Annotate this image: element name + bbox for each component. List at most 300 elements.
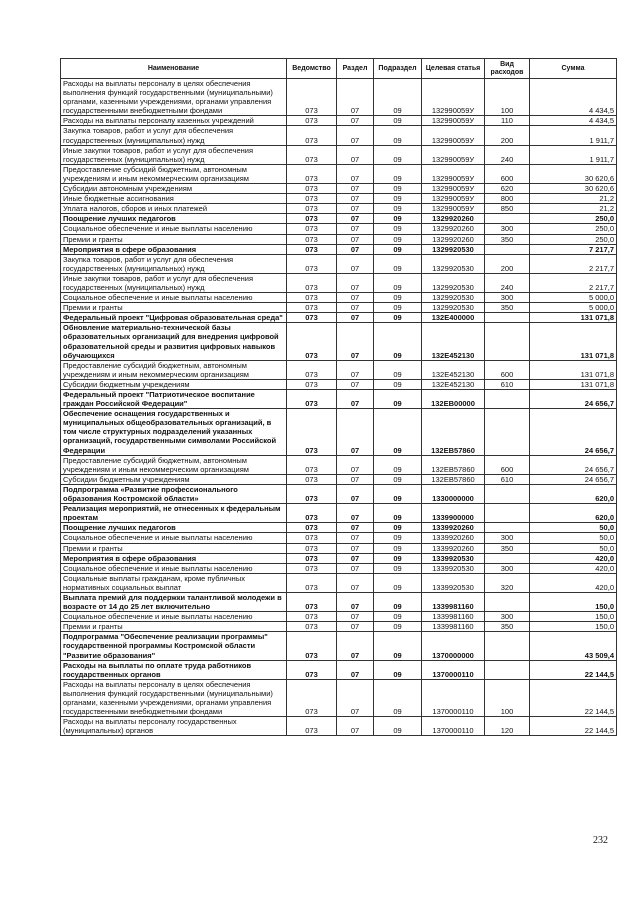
cell-subsection: 09: [374, 244, 422, 254]
cell-exp-type: 200: [485, 126, 530, 145]
cell-subsection: 09: [374, 293, 422, 303]
cell-target: 1339981160: [422, 622, 485, 632]
cell-exp-type: 200: [485, 254, 530, 273]
cell-dept: 073: [287, 660, 337, 679]
cell-section: 07: [337, 523, 374, 533]
cell-exp-type: 300: [485, 224, 530, 234]
cell-sum: 250,0: [530, 224, 617, 234]
table-row: [61, 390, 617, 409]
cell-dept: 073: [287, 563, 337, 573]
cell-name: Подпрограмма "Обеспечение реализации программы" государственной программы Костромской области "Развитие образования": [61, 632, 287, 660]
cell-sum: 250,0: [530, 214, 617, 224]
cell-sum: 43 509,4: [530, 632, 617, 660]
cell-name: Предоставление субсидий бюджетным, автономным учреждениям и иным некоммерческим организациям: [61, 455, 287, 474]
cell-target: 1339920260: [422, 543, 485, 553]
cell-section: 07: [337, 303, 374, 313]
cell-name: Социальное обеспечение и иные выплаты населению: [61, 224, 287, 234]
cell-section: 07: [337, 313, 374, 323]
cell-target: 1329920260: [422, 224, 485, 234]
cell-target: 132990059У: [422, 116, 485, 126]
cell-target: 132E452130: [422, 323, 485, 360]
cell-exp-type: 120: [485, 717, 530, 736]
cell-sum: 150,0: [530, 622, 617, 632]
cell-target: 132990059У: [422, 145, 485, 164]
cell-exp-type: 350: [485, 543, 530, 553]
cell-exp-type: 240: [485, 145, 530, 164]
cell-name: Поощрение лучших педагогов: [61, 523, 287, 533]
cell-dept: 073: [287, 474, 337, 484]
cell-dept: 073: [287, 632, 337, 660]
cell-target: 1339920530: [422, 553, 485, 563]
table-row: [61, 323, 617, 360]
cell-subsection: 09: [374, 116, 422, 126]
cell-subsection: 09: [374, 504, 422, 523]
cell-exp-type: 100: [485, 79, 530, 116]
cell-sum: 30 620,6: [530, 164, 617, 183]
cell-dept: 073: [287, 244, 337, 254]
cell-dept: 073: [287, 194, 337, 204]
cell-subsection: 09: [374, 303, 422, 313]
cell-exp-type: [485, 323, 530, 360]
cell-name: Мероприятия в сфере образования: [61, 244, 287, 254]
cell-dept: 073: [287, 164, 337, 183]
cell-name: Обеспечение оснащения государственных и муниципальных общеобразовательных организаций, в том числе структурных подразделений указанных организаций, государственными символами Российской Федерации: [61, 409, 287, 455]
cell-sum: 22 144,5: [530, 660, 617, 679]
cell-subsection: 09: [374, 379, 422, 389]
budget-table: [60, 58, 617, 736]
table-row: [61, 293, 617, 303]
cell-exp-type: [485, 214, 530, 224]
cell-sum: 5 000,0: [530, 293, 617, 303]
table-row: [61, 313, 617, 323]
cell-dept: 073: [287, 79, 337, 116]
page-number: 232: [593, 835, 608, 846]
cell-subsection: 09: [374, 484, 422, 503]
cell-dept: 073: [287, 390, 337, 409]
cell-sum: 22 144,5: [530, 717, 617, 736]
cell-exp-type: [485, 592, 530, 611]
cell-name: Предоставление субсидий бюджетным, автономным учреждениям и иным некоммерческим организациям: [61, 164, 287, 183]
cell-subsection: 09: [374, 164, 422, 183]
cell-subsection: 09: [374, 717, 422, 736]
table-row: [61, 79, 617, 116]
cell-sum: 5 000,0: [530, 303, 617, 313]
cell-name: Реализация мероприятий, не отнесенных к федеральным проектам: [61, 504, 287, 523]
cell-target: 1370000110: [422, 660, 485, 679]
cell-exp-type: 100: [485, 679, 530, 716]
table-row: [61, 409, 617, 455]
cell-exp-type: 850: [485, 204, 530, 214]
cell-section: 07: [337, 145, 374, 164]
cell-sum: 1 911,7: [530, 145, 617, 164]
cell-subsection: 09: [374, 474, 422, 484]
cell-name: Иные закупки товаров, работ и услуг для обеспечения государственных (муниципальных) нужд: [61, 273, 287, 292]
cell-target: 132EB57860: [422, 474, 485, 484]
cell-exp-type: [485, 553, 530, 563]
cell-exp-type: 610: [485, 474, 530, 484]
cell-name: Премии и гранты: [61, 622, 287, 632]
cell-subsection: 09: [374, 273, 422, 292]
cell-sum: 131 071,8: [530, 379, 617, 389]
cell-target: 1339920530: [422, 573, 485, 592]
cell-exp-type: 800: [485, 194, 530, 204]
cell-name: Подпрограмма «Развитие профессионального образования Костромской области»: [61, 484, 287, 503]
cell-dept: 073: [287, 679, 337, 716]
cell-name: Социальное обеспечение и иные выплаты населению: [61, 293, 287, 303]
cell-section: 07: [337, 360, 374, 379]
cell-section: 07: [337, 224, 374, 234]
cell-exp-type: [485, 409, 530, 455]
header-section: Раздел: [337, 59, 374, 79]
cell-sum: 420,0: [530, 573, 617, 592]
cell-subsection: 09: [374, 390, 422, 409]
cell-exp-type: [485, 484, 530, 503]
cell-subsection: 09: [374, 79, 422, 116]
table-row: [61, 504, 617, 523]
cell-dept: 073: [287, 214, 337, 224]
table-row: [61, 553, 617, 563]
cell-target: 1329920530: [422, 244, 485, 254]
cell-section: 07: [337, 323, 374, 360]
table-row: [61, 164, 617, 183]
cell-sum: 24 656,7: [530, 409, 617, 455]
cell-target: 132990059У: [422, 184, 485, 194]
cell-exp-type: 610: [485, 379, 530, 389]
cell-subsection: 09: [374, 254, 422, 273]
cell-subsection: 09: [374, 660, 422, 679]
table-row: [61, 194, 617, 204]
cell-dept: 073: [287, 116, 337, 126]
cell-target: 132990059У: [422, 164, 485, 183]
cell-exp-type: 600: [485, 164, 530, 183]
cell-dept: 073: [287, 409, 337, 455]
cell-sum: 420,0: [530, 563, 617, 573]
cell-name: Расходы на выплаты персоналу в целях обеспечения выполнения функций государственными (муниципальными) органами, казенными учреждениями, органами управления государственными внебюджетными фондами: [61, 679, 287, 716]
cell-subsection: 09: [374, 592, 422, 611]
table-row: [61, 145, 617, 164]
table-row: [61, 717, 617, 736]
cell-dept: 073: [287, 504, 337, 523]
cell-section: 07: [337, 409, 374, 455]
cell-section: 07: [337, 79, 374, 116]
cell-exp-type: 350: [485, 622, 530, 632]
table-row: [61, 254, 617, 273]
cell-name: Социальное обеспечение и иные выплаты населению: [61, 533, 287, 543]
header-exp-type: Вид расходов: [485, 59, 530, 79]
cell-sum: 50,0: [530, 523, 617, 533]
cell-sum: 1 911,7: [530, 126, 617, 145]
cell-section: 07: [337, 204, 374, 214]
cell-name: Выплата премий для поддержки талантливой молодежи в возрасте от 14 до 25 лет включительно: [61, 592, 287, 611]
cell-exp-type: 300: [485, 563, 530, 573]
cell-section: 07: [337, 390, 374, 409]
cell-section: 07: [337, 214, 374, 224]
cell-target: 132990059У: [422, 79, 485, 116]
table-row: [61, 379, 617, 389]
cell-section: 07: [337, 543, 374, 553]
cell-dept: 073: [287, 323, 337, 360]
cell-target: 1339920260: [422, 523, 485, 533]
cell-subsection: 09: [374, 360, 422, 379]
cell-section: 07: [337, 254, 374, 273]
table-row: [61, 116, 617, 126]
cell-target: 132990059У: [422, 194, 485, 204]
cell-target: 132EB57860: [422, 409, 485, 455]
cell-subsection: 09: [374, 313, 422, 323]
cell-name: Субсидии автономным учреждениям: [61, 184, 287, 194]
cell-sum: 620,0: [530, 484, 617, 503]
cell-name: Закупка товаров, работ и услуг для обеспечения государственных (муниципальных) нужд: [61, 254, 287, 273]
cell-target: 132E452130: [422, 360, 485, 379]
table-row: [61, 184, 617, 194]
cell-subsection: 09: [374, 533, 422, 543]
cell-dept: 073: [287, 145, 337, 164]
cell-sum: 50,0: [530, 533, 617, 543]
cell-exp-type: [485, 504, 530, 523]
cell-target: 132EB57860: [422, 455, 485, 474]
cell-target: 1330000000: [422, 484, 485, 503]
cell-section: 07: [337, 293, 374, 303]
table-row: [61, 573, 617, 592]
budget-sheet: [60, 58, 616, 736]
cell-sum: 21,2: [530, 204, 617, 214]
table-row: [61, 360, 617, 379]
cell-name: Премии и гранты: [61, 234, 287, 244]
cell-target: 1329920530: [422, 303, 485, 313]
cell-name: Поощрение лучших педагогов: [61, 214, 287, 224]
cell-sum: 4 434,5: [530, 116, 617, 126]
cell-target: 1339981160: [422, 612, 485, 622]
cell-section: 07: [337, 573, 374, 592]
cell-dept: 073: [287, 484, 337, 503]
cell-sum: 7 217,7: [530, 244, 617, 254]
table-row: [61, 224, 617, 234]
cell-target: 132990059У: [422, 204, 485, 214]
cell-subsection: 09: [374, 194, 422, 204]
cell-dept: 073: [287, 543, 337, 553]
cell-section: 07: [337, 484, 374, 503]
table-row: [61, 660, 617, 679]
cell-sum: 50,0: [530, 543, 617, 553]
table-row: [61, 632, 617, 660]
cell-name: Иные закупки товаров, работ и услуг для обеспечения государственных (муниципальных) нужд: [61, 145, 287, 164]
cell-subsection: 09: [374, 455, 422, 474]
cell-subsection: 09: [374, 204, 422, 214]
cell-exp-type: 600: [485, 455, 530, 474]
cell-subsection: 09: [374, 323, 422, 360]
cell-subsection: 09: [374, 632, 422, 660]
cell-section: 07: [337, 455, 374, 474]
table-row: [61, 543, 617, 553]
cell-name: Расходы на выплаты по оплате труда работников государственных органов: [61, 660, 287, 679]
cell-dept: 073: [287, 254, 337, 273]
cell-section: 07: [337, 592, 374, 611]
cell-dept: 073: [287, 313, 337, 323]
cell-target: 1329920530: [422, 273, 485, 292]
cell-exp-type: 350: [485, 234, 530, 244]
cell-name: Социальные выплаты гражданам, кроме публичных нормативных социальных выплат: [61, 573, 287, 592]
table-row: [61, 622, 617, 632]
cell-section: 07: [337, 474, 374, 484]
cell-section: 07: [337, 622, 374, 632]
cell-section: 07: [337, 116, 374, 126]
cell-dept: 073: [287, 622, 337, 632]
cell-exp-type: [485, 313, 530, 323]
cell-name: Расходы на выплаты персоналу казенных учреждений: [61, 116, 287, 126]
cell-name: Иные бюджетные ассигнования: [61, 194, 287, 204]
cell-dept: 073: [287, 293, 337, 303]
cell-sum: 30 620,6: [530, 184, 617, 194]
cell-target: 1370000000: [422, 632, 485, 660]
cell-dept: 073: [287, 592, 337, 611]
cell-subsection: 09: [374, 553, 422, 563]
cell-subsection: 09: [374, 679, 422, 716]
cell-sum: 620,0: [530, 504, 617, 523]
cell-sum: 150,0: [530, 592, 617, 611]
table-row: [61, 679, 617, 716]
cell-section: 07: [337, 184, 374, 194]
cell-name: Расходы на выплаты персоналу государственных (муниципальных) органов: [61, 717, 287, 736]
cell-exp-type: 320: [485, 573, 530, 592]
cell-exp-type: 300: [485, 533, 530, 543]
cell-subsection: 09: [374, 409, 422, 455]
cell-subsection: 09: [374, 224, 422, 234]
cell-subsection: 09: [374, 573, 422, 592]
table-row: [61, 523, 617, 533]
cell-dept: 073: [287, 360, 337, 379]
cell-target: 1339920260: [422, 533, 485, 543]
cell-section: 07: [337, 612, 374, 622]
cell-section: 07: [337, 126, 374, 145]
table-row: [61, 533, 617, 543]
cell-name: Уплата налогов, сборов и иных платежей: [61, 204, 287, 214]
cell-dept: 073: [287, 379, 337, 389]
cell-section: 07: [337, 379, 374, 389]
cell-subsection: 09: [374, 214, 422, 224]
cell-exp-type: 110: [485, 116, 530, 126]
cell-target: 1329920530: [422, 254, 485, 273]
cell-exp-type: 240: [485, 273, 530, 292]
table-row: [61, 214, 617, 224]
cell-sum: 150,0: [530, 612, 617, 622]
cell-sum: 250,0: [530, 234, 617, 244]
cell-name: Обновление материально-технической базы образовательных организаций для внедрения цифровой образовательной среды и развития цифровых навыков обучающихся: [61, 323, 287, 360]
cell-subsection: 09: [374, 126, 422, 145]
cell-dept: 073: [287, 224, 337, 234]
cell-dept: 073: [287, 573, 337, 592]
cell-exp-type: 300: [485, 293, 530, 303]
cell-target: 1329920260: [422, 214, 485, 224]
cell-sum: 2 217,7: [530, 273, 617, 292]
cell-section: 07: [337, 504, 374, 523]
cell-target: 1370000110: [422, 679, 485, 716]
cell-target: 1339920530: [422, 563, 485, 573]
cell-target: 1339981160: [422, 592, 485, 611]
cell-target: 132990059У: [422, 126, 485, 145]
cell-exp-type: 350: [485, 303, 530, 313]
cell-target: 1329920530: [422, 293, 485, 303]
cell-subsection: 09: [374, 622, 422, 632]
table-row: [61, 474, 617, 484]
cell-section: 07: [337, 164, 374, 183]
cell-sum: 131 071,8: [530, 360, 617, 379]
cell-sum: 4 434,5: [530, 79, 617, 116]
table-row: [61, 484, 617, 503]
cell-exp-type: 600: [485, 360, 530, 379]
cell-dept: 073: [287, 523, 337, 533]
cell-exp-type: [485, 523, 530, 533]
cell-target: 132E452130: [422, 379, 485, 389]
table-row: [61, 563, 617, 573]
cell-target: 132E400000: [422, 313, 485, 323]
table-row: [61, 592, 617, 611]
cell-dept: 073: [287, 273, 337, 292]
header-target: Целевая статья: [422, 59, 485, 79]
cell-name: Премии и гранты: [61, 543, 287, 553]
cell-name: Социальное обеспечение и иные выплаты населению: [61, 563, 287, 573]
table-row: [61, 612, 617, 622]
cell-sum: 2 217,7: [530, 254, 617, 273]
header-sum: Сумма: [530, 59, 617, 79]
table-row: [61, 244, 617, 254]
cell-exp-type: [485, 660, 530, 679]
cell-dept: 073: [287, 455, 337, 474]
table-row: [61, 455, 617, 474]
table-row: [61, 234, 617, 244]
cell-name: Федеральный проект "Цифровая образовательная среда": [61, 313, 287, 323]
header-subsection: Подраздел: [374, 59, 422, 79]
cell-exp-type: [485, 244, 530, 254]
table-row: [61, 204, 617, 214]
cell-section: 07: [337, 553, 374, 563]
cell-dept: 073: [287, 184, 337, 194]
cell-section: 07: [337, 660, 374, 679]
cell-subsection: 09: [374, 523, 422, 533]
cell-dept: 073: [287, 234, 337, 244]
cell-exp-type: [485, 632, 530, 660]
cell-target: 1329920260: [422, 234, 485, 244]
cell-dept: 073: [287, 612, 337, 622]
cell-subsection: 09: [374, 543, 422, 553]
cell-section: 07: [337, 563, 374, 573]
cell-exp-type: 300: [485, 612, 530, 622]
cell-dept: 073: [287, 553, 337, 563]
cell-name: Премии и гранты: [61, 303, 287, 313]
cell-target: 132EB00000: [422, 390, 485, 409]
cell-name: Закупка товаров, работ и услуг для обеспечения государственных (муниципальных) нужд: [61, 126, 287, 145]
cell-name: Субсидии бюджетным учреждениям: [61, 474, 287, 484]
cell-section: 07: [337, 194, 374, 204]
table-row: [61, 126, 617, 145]
cell-sum: 22 144,5: [530, 679, 617, 716]
cell-target: 1370000110: [422, 717, 485, 736]
table-body: [61, 79, 617, 736]
cell-dept: 073: [287, 204, 337, 214]
cell-sum: 420,0: [530, 553, 617, 563]
cell-name: Мероприятия в сфере образования: [61, 553, 287, 563]
cell-sum: 24 656,7: [530, 474, 617, 484]
header-row: [61, 59, 617, 79]
cell-sum: 131 071,8: [530, 323, 617, 360]
cell-sum: 24 656,7: [530, 390, 617, 409]
cell-dept: 073: [287, 717, 337, 736]
cell-dept: 073: [287, 533, 337, 543]
cell-subsection: 09: [374, 184, 422, 194]
cell-subsection: 09: [374, 145, 422, 164]
cell-name: Федеральный проект "Патриотическое воспитание граждан Российской Федерации": [61, 390, 287, 409]
cell-section: 07: [337, 244, 374, 254]
cell-dept: 073: [287, 126, 337, 145]
